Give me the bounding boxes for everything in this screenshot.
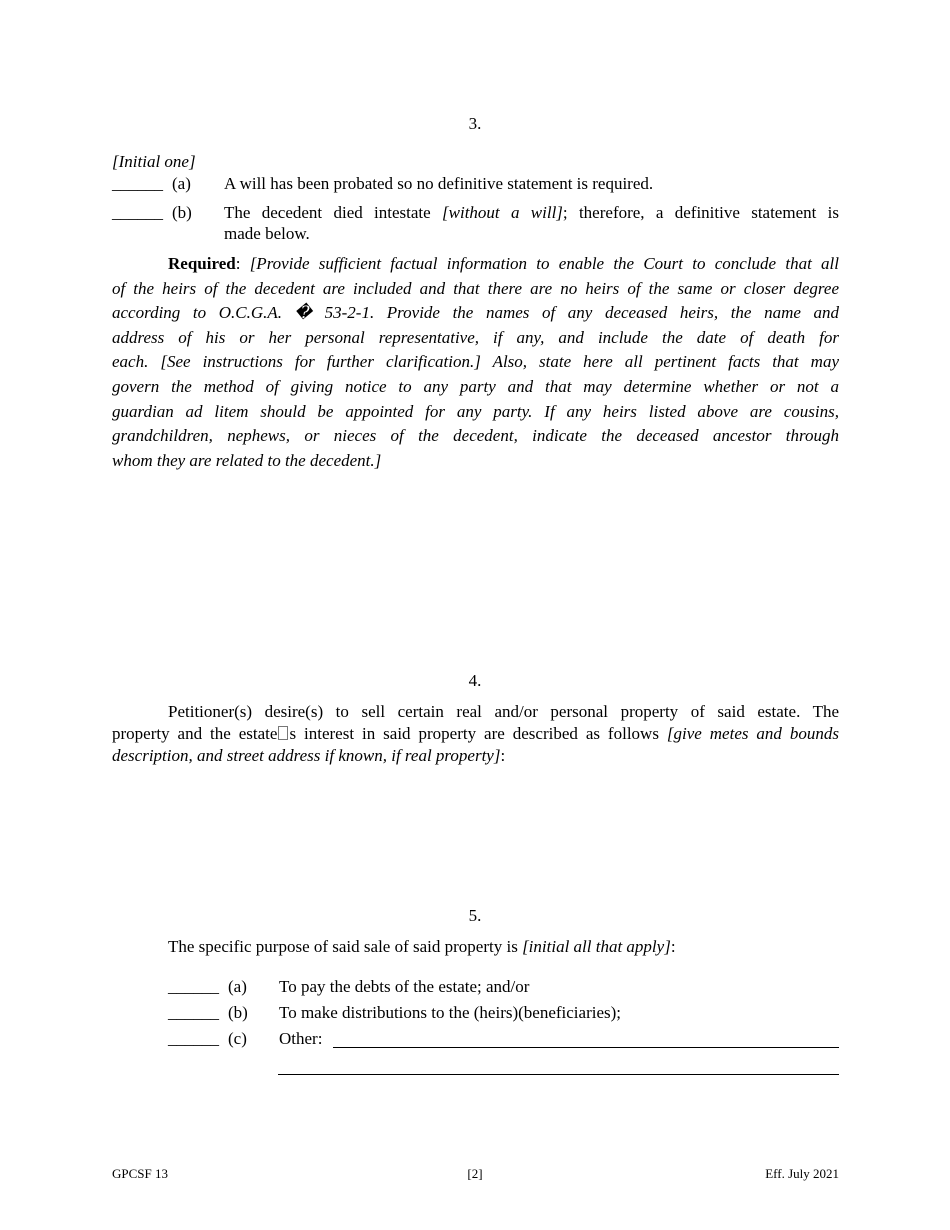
required-paragraph xyxy=(112,252,839,473)
footer-effective-date: Eff. July 2021 xyxy=(765,1166,839,1181)
required-line-8: grandchildren, nephews, or nieces of the decedent, indicate the deceased ancestor through xyxy=(112,426,839,446)
required-label: Required xyxy=(168,254,236,273)
option-3a-blank[interactable]: ______ xyxy=(112,174,163,193)
option-5a-label: (a) xyxy=(228,977,247,996)
required-line-6: govern the method of giving notice to any party and that may determine whether or not a xyxy=(112,376,839,396)
required-line-7: guardian ad litem should be appointed for any party. If any heirs listed above are cousins, xyxy=(112,401,839,421)
other-input-line-1[interactable] xyxy=(333,1047,839,1048)
option-3b-text-line1: The decedent died intestate [without a will]; therefore, a definitive statement is xyxy=(224,203,840,222)
option-3a-label: (a) xyxy=(172,174,191,193)
required-line-3: according to O.C.G.A. � 53-2-1. Provide the names of any deceased heirs, the name and xyxy=(112,303,839,323)
apostrophe-glyph-icon xyxy=(278,726,288,740)
option-5b-label: (b) xyxy=(228,1003,248,1022)
section-4-line-2: property and the estate s interest in said property are described as follows [give metes and bounds xyxy=(112,724,839,743)
required-line-1: Required: [Provide sufficient factual information to enable the Court to conclude that all xyxy=(168,254,839,273)
option-3a-text: A will has been probated so no definitive statement is required. xyxy=(224,174,654,193)
section-5-intro: The specific purpose of said sale of said property is [initial all that apply]: xyxy=(168,937,676,956)
section-4-number: 4. xyxy=(468,671,482,690)
required-line-2: of the heirs of the decedent are included and that there are no heirs of the same or closer degree xyxy=(112,278,839,298)
option-5b-blank[interactable]: ______ xyxy=(168,1003,219,1022)
required-line-5: each. [See instructions for further clarification.] Also, state here all pertinent facts that may xyxy=(112,352,839,372)
footer-form-id: GPCSF 13 xyxy=(112,1166,168,1181)
required-line-9: whom they are related to the decedent.] xyxy=(112,450,382,470)
other-input-line-2[interactable] xyxy=(278,1074,839,1075)
option-3b-text-line2: made below. xyxy=(224,224,310,243)
option-5a-text: To pay the debts of the estate; and/or xyxy=(279,977,530,996)
option-5c-label: (c) xyxy=(228,1029,247,1048)
section-4-paragraph xyxy=(112,701,839,767)
section-4-line-3: description, and street address if known, if real property]: xyxy=(112,746,506,765)
option-5b-text: To make distributions to the (heirs)(beneficiaries); xyxy=(279,1003,622,1022)
option-5a-blank[interactable]: ______ xyxy=(168,977,219,996)
option-3b-blank[interactable]: ______ xyxy=(112,203,163,222)
required-line-4: address of his or her personal representative, if any, and include the date of death for xyxy=(112,327,839,347)
section-5-number: 5. xyxy=(468,906,482,925)
footer-page-number: [2] xyxy=(467,1166,483,1181)
option-5c-blank[interactable]: ______ xyxy=(168,1029,219,1048)
option-3b-label: (b) xyxy=(172,203,192,222)
initial-one-instruction: [Initial one] xyxy=(112,152,196,171)
section-4-line-1: Petitioner(s) desire(s) to sell certain real and/or personal property of said estate. The xyxy=(168,702,839,721)
option-5c-text: Other: xyxy=(279,1029,323,1048)
section-3-number: 3. xyxy=(468,114,482,133)
